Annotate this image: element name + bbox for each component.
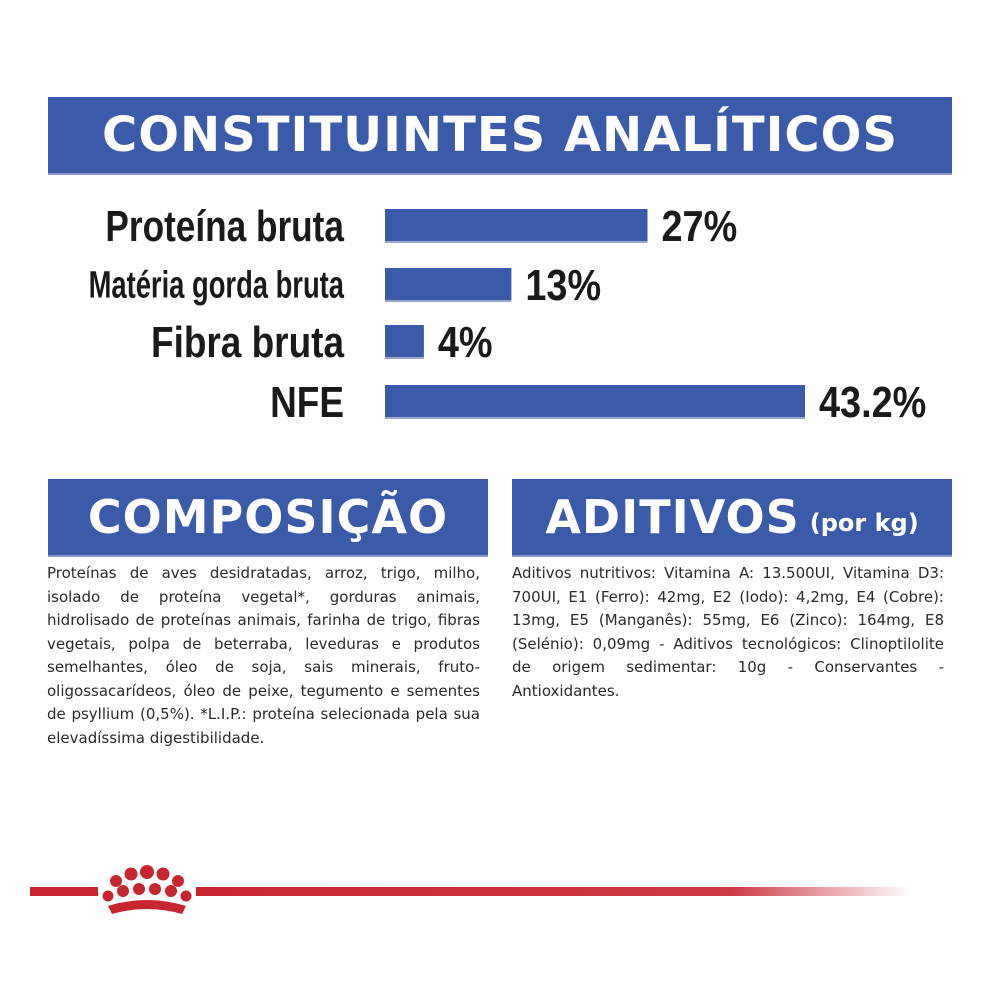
bar: [385, 209, 648, 241]
analiticos-bar-chart: [0, 180, 1000, 430]
bar: [385, 385, 805, 417]
analiticos-banner: [48, 97, 952, 173]
value-label: 43.2%: [819, 378, 927, 427]
category-label: Fibra bruta: [151, 317, 345, 367]
aditivos-subtitle: (por kg): [809, 509, 919, 537]
bar-shadow: [385, 241, 648, 243]
bar-shadow: [385, 417, 805, 419]
footer-line-left: [30, 887, 98, 896]
bar-shadow: [385, 357, 424, 359]
bar-shadow: [385, 300, 511, 302]
value-label: 13%: [525, 261, 602, 310]
bar: [385, 325, 424, 357]
composicao-text: Proteínas de aves desidratadas, arroz, trigo, milho, isolado de proteína vegetal*, gorduras animais, hidrolisado de proteínas animais, farinha de trigo, fibras vegetais, polpa de beterraba, leveduras e produtos semelhantes, óleo de soja, sais minerais, fruto-oligossacarídeos, óleo de peixe, tegumento e sementes de psyllium (0,5%). *L.I.P.: proteína selecionada pela sua elevadíssima digestibilidade.: [47, 564, 480, 747]
footer-line-right: [196, 887, 911, 896]
composicao-banner: [48, 479, 488, 555]
royal-canin-crown-icon: [103, 865, 192, 914]
aditivos-text: Aditivos nutritivos: Vitamina A: 13.500UI, Vitamina D3: 700UI, E1 (Ferro): 42mg, E2 (Iodo): 4,2mg, E4 (Cobre): 13mg, E5 (Manganês): 55mg, E6 (Zinco): 164mg, E8 (Selénio): 0,09mg - Aditivos tecnológicos: Clinoptilolite de origem sedimentar: 10g - Conservantes - Antioxidantes.: [512, 564, 944, 700]
category-label: Matéria gorda bruta: [88, 264, 345, 307]
value-label: 27%: [661, 202, 738, 251]
footer-brand-line: [0, 860, 1000, 930]
aditivos-banner: [512, 479, 952, 555]
composicao-title: COMPOSIÇÃO: [87, 490, 449, 544]
aditivos-title: ADITIVOS: [545, 490, 800, 544]
value-label: 4%: [437, 318, 493, 367]
category-label: Proteína bruta: [105, 201, 345, 251]
category-label: NFE: [270, 377, 344, 427]
analiticos-title: CONSTITUINTES ANALÍTICOS: [101, 107, 899, 163]
bar: [385, 268, 511, 300]
